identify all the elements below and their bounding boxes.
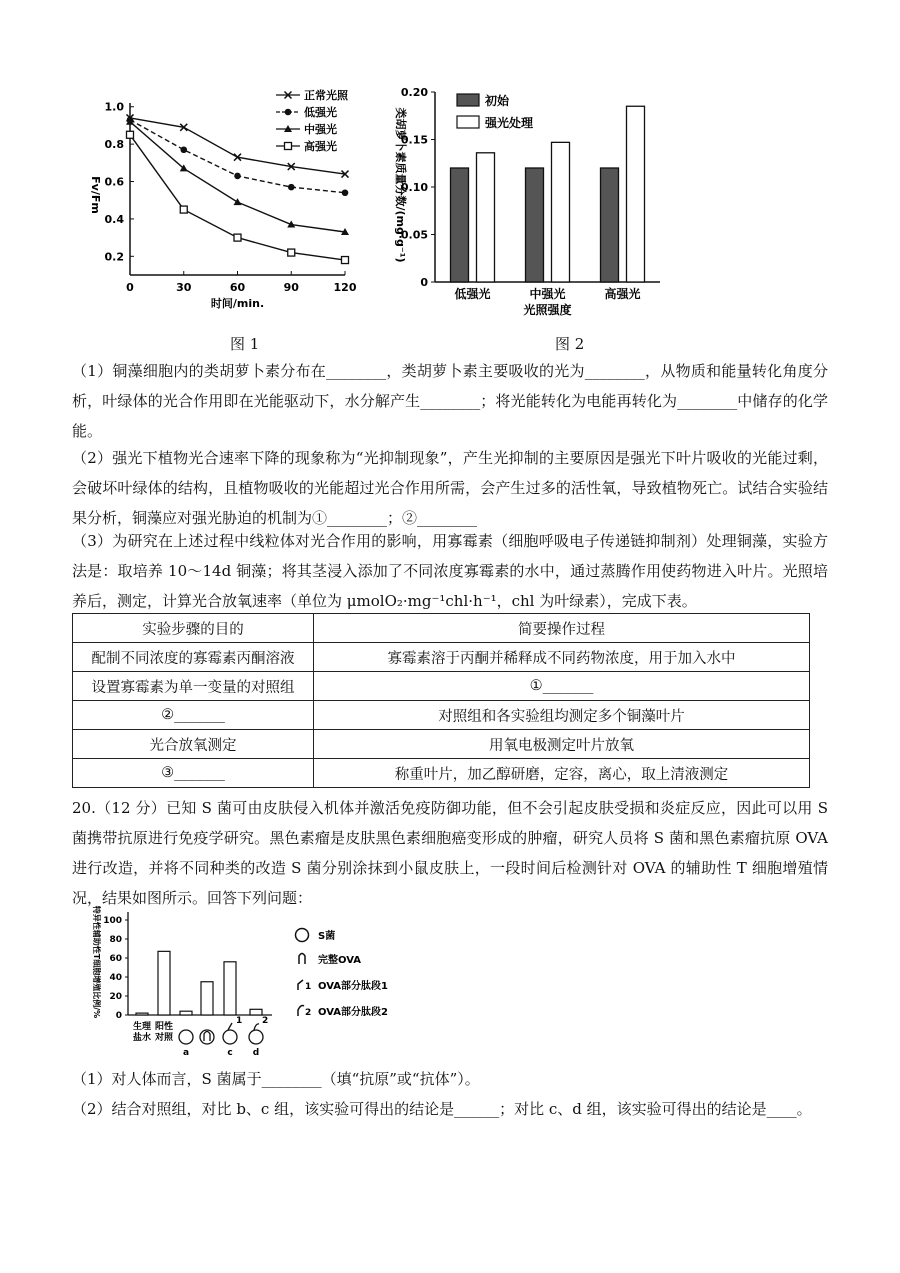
table-row: [73, 730, 810, 759]
x-tick-label: 90: [283, 281, 299, 294]
y-tick-label: 0.20: [400, 86, 428, 99]
table-row: [73, 701, 810, 730]
question-20-1: （1）对人体而言，S 菌属于________（填“抗原”或“抗体”）。: [72, 1070, 480, 1088]
y-axis-title: 特异性辅助性T细胞增殖比例/%: [92, 905, 101, 1019]
bar: [627, 106, 645, 282]
fig1-line-chart: [80, 85, 370, 330]
legend-label: 正常光照: [304, 89, 348, 102]
data-point: [285, 109, 292, 116]
experiment-table: [72, 613, 810, 788]
question-2: （2）强光下植物光合速率下降的现象称为“光抑制现象”，产生光抑制的主要原因是强光下叶片吸收的光能过剩，会破坏叶绿体的结构，且植物吸收的光能超过光合作用所需，会产生过多的活性氧，导致植物死亡。试结合实验结果分析，铜藻应对强光胁迫的机制为①________；②________: [72, 449, 828, 527]
peptide-icon: [298, 1006, 304, 1017]
table-cell: ①_______: [314, 672, 810, 701]
x-tick-label: 生理: [132, 1022, 152, 1032]
y-tick-label: 0.8: [104, 138, 124, 152]
y-tick-label: 100: [103, 916, 122, 926]
x-tick-label: 中强光: [529, 287, 566, 301]
peptide-icon: [298, 980, 303, 990]
y-tick-label: 0: [420, 276, 428, 289]
bar: [180, 1011, 192, 1015]
legend-label: OVA部分肽段2: [318, 1007, 388, 1018]
table-row: [73, 672, 810, 701]
fig3-bar-chart: [80, 900, 480, 1065]
legend-swatch: [457, 116, 479, 128]
y-tick-label: 40: [109, 973, 122, 983]
y-tick-label: 20: [109, 992, 122, 1002]
x-tick-label: 0: [126, 281, 134, 294]
group-label: a: [182, 1048, 190, 1058]
y-tick-label: 0.05: [400, 228, 428, 242]
x-tick-label: 对照: [154, 1033, 174, 1043]
question-20: 20.（12 分）已知 S 菌可由皮肤侵入机体并激活免疫防御功能，但不会引起皮肤受损和炎症反应，因此可以用 S 菌携带抗原进行免疫学研究。黑色素瘤是皮肤黑色素细胞癌变形成的肿瘤，研究人员将 S 菌和黑色素瘤抗原 OVA 进行改造，并将不同种类的改造 S 菌分别涂抹到小鼠皮肤上，一段时间后检测针对 OVA 的辅助性 T 细胞增殖情况，结果如图所示。回答下列问题：: [72, 799, 828, 907]
data-point: [234, 234, 241, 241]
x-tick-label: 120: [333, 281, 357, 294]
x-tick-label: 低强光: [454, 287, 491, 301]
legend-swatch: [457, 94, 479, 106]
y-tick-label: 0: [115, 1011, 122, 1021]
bar: [526, 168, 544, 282]
fig1-plot: [89, 88, 357, 310]
data-point: [285, 143, 292, 150]
s-bacteria-icon: [249, 1030, 263, 1044]
data-point: [127, 131, 134, 138]
question-20-2: （2）结合对照组，对比 b、c 组，该实验可得出的结论是______；对比 c、d 组，该实验可得出的结论是____。: [72, 1100, 812, 1118]
data-point: [288, 249, 295, 256]
marker-label: 1: [305, 982, 312, 992]
bar: [224, 962, 236, 1015]
peptide-icon: [228, 1023, 232, 1030]
y-tick-label: 1.0: [104, 100, 124, 114]
legend-label: 高强光: [304, 140, 337, 153]
bar: [552, 142, 570, 282]
fig1-caption: 图 1: [230, 335, 260, 353]
marker-label: 2: [262, 1016, 269, 1026]
table-header: 实验步骤的目的: [73, 614, 314, 643]
legend-label: OVA部分肽段1: [318, 981, 388, 992]
table-cell: 配制不同浓度的寡霉素丙酮溶液: [73, 643, 314, 672]
bar: [201, 982, 213, 1015]
data-point: [180, 146, 187, 153]
table-cell: 对照组和各实验组均测定多个铜藻叶片: [314, 701, 810, 730]
s-bacteria-icon: [296, 929, 309, 942]
group-label: c: [227, 1048, 233, 1058]
bar: [250, 1009, 262, 1015]
table-cell: ③_______: [73, 759, 314, 788]
legend-label: 初始: [485, 94, 510, 108]
y-tick-label: 0.4: [104, 212, 124, 226]
table-row: [73, 643, 810, 672]
ova-icon: [299, 954, 305, 965]
table-cell: ②_______: [73, 701, 314, 730]
bar: [158, 951, 170, 1015]
x-axis-title: 时间/min.: [210, 297, 265, 310]
legend-label: 完整OVA: [318, 955, 362, 966]
legend-label: 低强光: [304, 106, 337, 119]
question-3: （3）为研究在上述过程中线粒体对光合作用的影响，用寡霉素（细胞呼吸电子传递链抑制剂）处理铜藻，实验方法是：取培养 10～14d 铜藻；将其茎浸入添加了不同浓度寡霉素的水中，通过蒸腾作用使药物进入叶片。光照培养后，测定，计算光合放氧速率（单位为 μmolO₂·mg⁻¹chl·h⁻¹，chl 为叶绿素），完成下表。: [72, 532, 828, 610]
table-row: [73, 759, 810, 788]
marker-label: 2: [305, 1008, 312, 1018]
bar: [601, 168, 619, 282]
table-cell: 光合放氧测定: [73, 730, 314, 759]
legend-label: S菌: [318, 931, 336, 942]
table-header: 简要操作过程: [314, 614, 810, 643]
data-point: [180, 206, 187, 213]
table-cell: 寡霉素溶于丙酮并稀释成不同药物浓度，用于加入水中: [314, 643, 810, 672]
table-cell: 用氧电极测定叶片放氧: [314, 730, 810, 759]
x-axis-title: 光照强度: [523, 303, 572, 317]
bar: [136, 1013, 148, 1015]
data-point: [234, 173, 241, 180]
fig3-plot: [92, 906, 388, 1058]
x-tick-label: 盐水: [132, 1033, 152, 1043]
s-bacteria-icon: [223, 1030, 237, 1044]
x-tick-label: 高强光: [604, 287, 641, 301]
fig2-bar-chart: [385, 80, 675, 330]
fig2-plot: [394, 86, 660, 317]
table-cell: 称重叶片，加乙醇研磨，定容，离心，取上清液测定: [314, 759, 810, 788]
legend-label: 强光处理: [485, 116, 534, 130]
group-label: d: [252, 1048, 260, 1058]
y-tick-label: 0.15: [400, 133, 428, 147]
y-tick-label: 0.10: [400, 181, 428, 194]
bar: [451, 168, 469, 282]
y-axis-title: 类胡萝卜素质量分数/(mg·g⁻¹): [394, 107, 407, 263]
marker-label: 1: [236, 1016, 243, 1026]
bar: [477, 153, 495, 282]
s-bacteria-icon: [179, 1030, 193, 1044]
data-point: [342, 189, 349, 196]
y-tick-label: 80: [109, 935, 122, 945]
y-axis-title: Fv/Fm: [89, 176, 102, 214]
peptide-icon: [254, 1024, 259, 1030]
table-header-row: [73, 614, 810, 643]
y-tick-label: 60: [109, 954, 122, 964]
x-tick-label: 60: [229, 281, 246, 294]
legend-label: 中强光: [304, 123, 337, 136]
x-tick-label: 阳性: [154, 1022, 174, 1032]
x-tick-label: 30: [176, 281, 192, 294]
data-point: [288, 184, 295, 191]
data-point: [234, 198, 242, 205]
y-tick-label: 0.6: [104, 175, 124, 189]
data-point: [342, 257, 349, 264]
table-cell: 设置寡霉素为单一变量的对照组: [73, 672, 314, 701]
y-tick-label: 0.2: [104, 250, 124, 264]
fig2-caption: 图 2: [555, 335, 585, 353]
question-1: （1）铜藻细胞内的类胡萝卜素分布在________，类胡萝卜素主要吸收的光为________，从物质和能量转化角度分析，叶绿体的光合作用即在光能驱动下，水分解产生________；将光能转化为电能再转化为________中储存的化学能。: [72, 362, 828, 440]
